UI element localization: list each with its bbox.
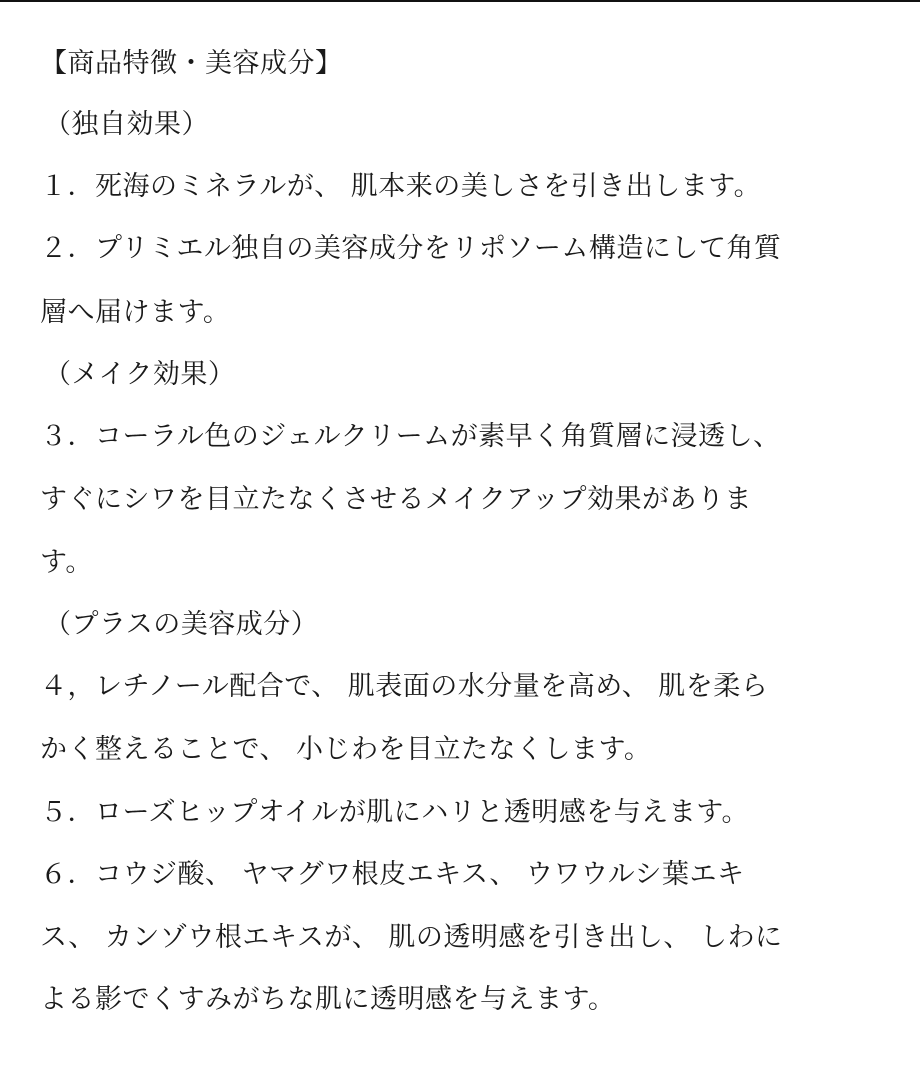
item-6-line-2: ス、 カンゾウ根エキスが、 肌の透明感を引き出し、 しわに <box>40 922 783 953</box>
item-2-line-2: 層へ届けます。 <box>40 297 231 328</box>
item-6-line-1: ６．コウジ酸、 ヤマグワ根皮エキス、 ウワウルシ葉エキ <box>40 859 745 890</box>
item-5: ５．ローズヒップオイルが肌にハリと透明感を与えます。 <box>40 797 750 828</box>
item-3-line-2: すぐにシワを目立たなくさせるメイクアップ効果がありま <box>40 484 753 515</box>
item-4-line-1: ４，レチノール配合で、 肌表面の水分量を高め、 肌を柔ら <box>40 671 769 702</box>
item-4-line-2: かく整えることで、 小じわを目立たなくします。 <box>40 734 652 765</box>
subheading-plus-ingredients: （プラスの美容成分） <box>44 609 319 640</box>
section-heading-features: 【商品特徴・美容成分】 <box>40 48 343 79</box>
item-3-line-3: す。 <box>40 547 93 578</box>
item-6-line-3: よる影でくすみがちな肌に透明感を与えます。 <box>40 984 616 1015</box>
subheading-makeup-effect: （メイク効果） <box>44 359 236 390</box>
item-3-line-1: ３．コーラル色のジェルクリームが素早く角質層に浸透し、 <box>40 421 781 452</box>
item-2-line-1: ２．プリミエル独自の美容成分をリポソーム構造にして角質 <box>40 233 782 264</box>
subheading-unique-effect: （独自効果） <box>44 109 209 140</box>
item-1: １．死海のミネラルが、 肌本来の美しさを引き出します。 <box>40 171 762 202</box>
